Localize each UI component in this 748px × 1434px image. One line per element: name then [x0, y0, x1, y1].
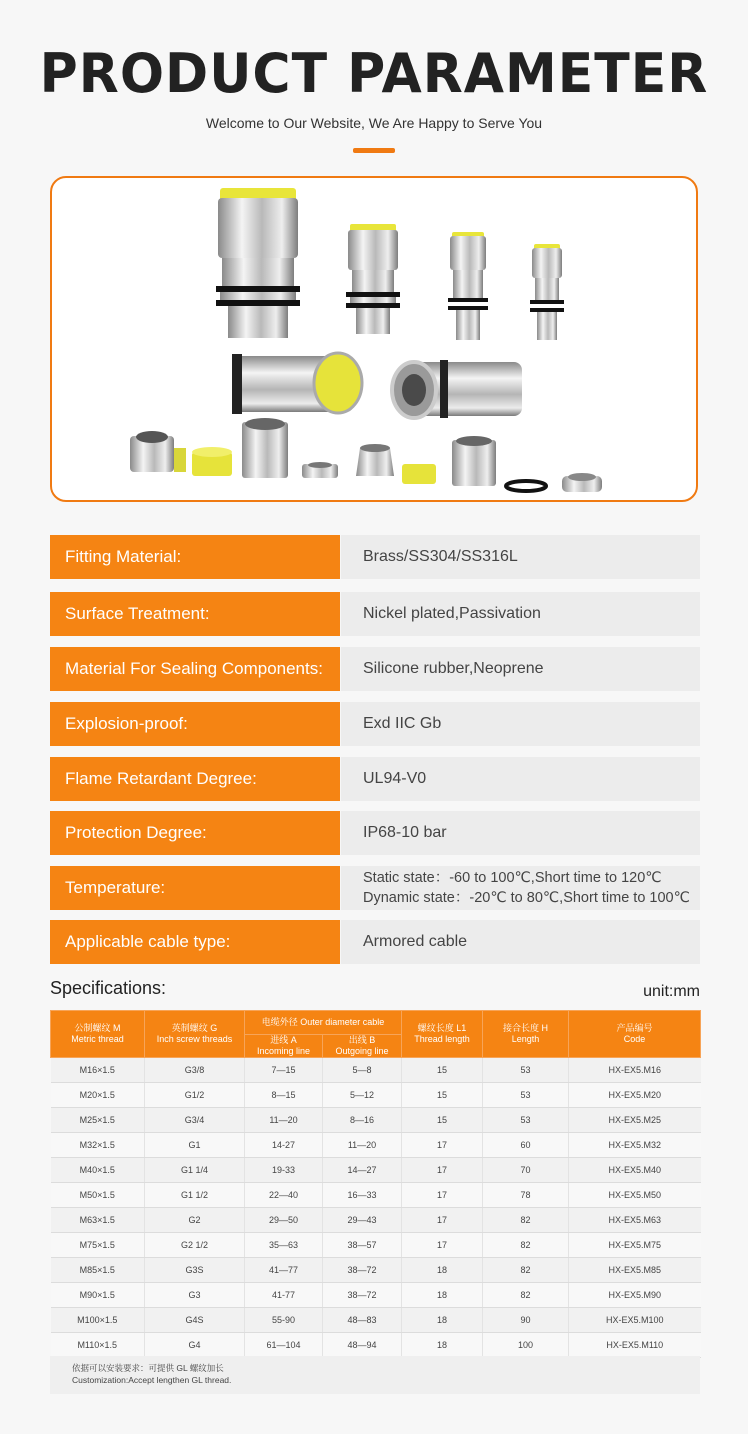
table-cell: 15 [402, 1058, 483, 1083]
table-cell: 29—43 [323, 1208, 402, 1233]
param-row-cable-type [50, 920, 700, 964]
param-row-temperature [50, 866, 700, 910]
table-cell: M16×1.5 [51, 1058, 145, 1083]
specifications-title: Specifications: [50, 978, 167, 998]
table-cell: 15 [402, 1108, 483, 1133]
header-length [483, 1011, 569, 1058]
table-cell: 18 [402, 1283, 483, 1308]
header-inch-cn: 英制螺纹 G [171, 1023, 218, 1033]
header-code-cn: 产品编号 [616, 1023, 653, 1033]
table-cell: G4 [145, 1333, 245, 1358]
header-in-en: Incoming line [256, 1046, 311, 1056]
table-cell: 53 [483, 1108, 569, 1133]
table-cell: 14—27 [323, 1158, 402, 1183]
table-cell: HX-EX5.M63 [569, 1208, 701, 1233]
table-cell: M63×1.5 [51, 1208, 145, 1233]
table-row [51, 1108, 701, 1133]
table-cell: 17 [402, 1233, 483, 1258]
page-title: PRODUCT PARAMETER [39, 42, 709, 106]
param-value-text: Silicone rubber,Neoprene [363, 660, 544, 677]
table-cell: 41—77 [245, 1258, 323, 1283]
table-cell: 17 [402, 1158, 483, 1183]
table-cell: 48—94 [323, 1333, 402, 1358]
param-label: Explosion-proof: [50, 702, 340, 746]
table-cell: 7—15 [245, 1058, 323, 1083]
table-cell: HX-EX5.M75 [569, 1233, 701, 1258]
table-row [51, 1133, 701, 1158]
table-cell: M25×1.5 [51, 1108, 145, 1133]
table-cell: 11—20 [323, 1133, 402, 1158]
table-cell: 18 [402, 1333, 483, 1358]
header-metric-en: Metric thread [71, 1034, 124, 1044]
table-cell: M75×1.5 [51, 1233, 145, 1258]
param-label: Fitting Material: [50, 535, 340, 579]
table-cell: HX-EX5.M20 [569, 1083, 701, 1108]
header-thread-cn: 螺纹长度 L1 [417, 1023, 467, 1033]
title-accent-bar [353, 148, 395, 153]
header-metric-thread [51, 1011, 145, 1058]
header-length-en: Length [511, 1034, 540, 1044]
customization-note [50, 1356, 700, 1394]
table-cell: G1 [145, 1133, 245, 1158]
param-value-text: Armored cable [363, 933, 468, 950]
table-cell: 35—63 [245, 1233, 323, 1258]
param-label: Applicable cable type: [50, 920, 340, 964]
table-cell: 5—8 [323, 1058, 402, 1083]
note-cn: 依据可以安装要求：可提供 GL 螺纹加长 [72, 1363, 224, 1373]
param-value [341, 811, 700, 855]
table-cell: 29—50 [245, 1208, 323, 1233]
table-cell: HX-EX5.M85 [569, 1258, 701, 1283]
header-out-en: Outgoing line [335, 1046, 389, 1056]
table-cell: G3/4 [145, 1108, 245, 1133]
param-row-explosion-proof [50, 702, 700, 746]
specifications-table [50, 1010, 701, 1358]
param-value [341, 592, 700, 636]
table-cell: HX-EX5.M100 [569, 1308, 701, 1333]
table-cell: 38—72 [323, 1283, 402, 1308]
header-length-cn: 接合长度 H [503, 1023, 549, 1033]
unit-label: unit:mm [643, 983, 700, 1000]
table-cell: 18 [402, 1258, 483, 1283]
product-photo [50, 176, 698, 502]
header-inch-en: Inch screw threads [156, 1034, 233, 1044]
table-row [51, 1283, 701, 1308]
table-cell: 17 [402, 1183, 483, 1208]
table-cell: 82 [483, 1208, 569, 1233]
param-value [341, 647, 700, 691]
table-cell: 17 [402, 1208, 483, 1233]
table-row [51, 1058, 701, 1083]
table-cell: 48—83 [323, 1308, 402, 1333]
table-cell: M90×1.5 [51, 1283, 145, 1308]
table-cell: G3 [145, 1283, 245, 1308]
header-thread-en: Thread length [414, 1034, 470, 1044]
table-cell: 16—33 [323, 1183, 402, 1208]
table-cell: HX-EX5.M110 [569, 1333, 701, 1358]
table-row [51, 1208, 701, 1233]
header-outer-diameter: 电缆外径 Outer diameter cable [245, 1011, 402, 1035]
note-en: Customization:Accept lengthen GL thread. [72, 1375, 232, 1385]
param-label: Material For Sealing Components: [50, 647, 340, 691]
table-cell: 82 [483, 1283, 569, 1308]
param-row-protection-degree [50, 811, 700, 855]
table-cell: G1 1/4 [145, 1158, 245, 1183]
table-cell: HX-EX5.M50 [569, 1183, 701, 1208]
param-label: Temperature: [50, 866, 340, 910]
param-value [341, 702, 700, 746]
param-value-text-2: Dynamic state：-20℃ to 80℃,Short time to 100℃ [363, 890, 690, 906]
param-value-text: Brass/SS304/SS316L [363, 548, 518, 565]
table-cell: HX-EX5.M16 [569, 1058, 701, 1083]
table-cell: HX-EX5.M90 [569, 1283, 701, 1308]
table-cell: 53 [483, 1083, 569, 1108]
table-cell: 11—20 [245, 1108, 323, 1133]
header-incoming-line [245, 1035, 323, 1058]
header-inch-thread [145, 1011, 245, 1058]
header-metric-cn: 公制螺纹 M [74, 1023, 121, 1033]
table-cell: 70 [483, 1158, 569, 1183]
table-cell: M32×1.5 [51, 1133, 145, 1158]
table-cell: G2 1/2 [145, 1233, 245, 1258]
page-subtitle: Welcome to Our Website, We Are Happy to Serve You [205, 115, 543, 131]
param-value-text: Exd IIC Gb [363, 715, 442, 732]
table-cell: 15 [402, 1083, 483, 1108]
table-cell: 82 [483, 1258, 569, 1283]
param-label: Surface Treatment: [50, 592, 340, 636]
param-row-sealing-material [50, 647, 700, 691]
param-value [341, 757, 700, 801]
header-code-en: Code [623, 1034, 646, 1044]
table-cell: HX-EX5.M25 [569, 1108, 701, 1133]
header-code [569, 1011, 701, 1058]
table-row [51, 1333, 701, 1358]
table-cell: M110×1.5 [51, 1333, 145, 1358]
param-value [341, 535, 700, 579]
param-label: Protection Degree: [50, 811, 340, 855]
param-value [341, 866, 700, 910]
param-label: Flame Retardant Degree: [50, 757, 340, 801]
table-cell: M100×1.5 [51, 1308, 145, 1333]
table-row [51, 1158, 701, 1183]
table-cell: 18 [402, 1308, 483, 1333]
table-cell: M85×1.5 [51, 1258, 145, 1283]
table-cell: M50×1.5 [51, 1183, 145, 1208]
table-cell: 41-77 [245, 1283, 323, 1308]
cable-gland-product-photo-icon [52, 178, 696, 500]
param-row-fitting-material [50, 535, 700, 579]
param-value-text: Static state：-60 to 100℃,Short time to 120℃ [363, 870, 662, 886]
header-in-cn: 进线 A [270, 1035, 297, 1045]
table-cell: 55-90 [245, 1308, 323, 1333]
table-row [51, 1258, 701, 1283]
table-cell: 19-33 [245, 1158, 323, 1183]
param-row-flame-retardant [50, 757, 700, 801]
table-cell: G3/8 [145, 1058, 245, 1083]
table-cell: G2 [145, 1208, 245, 1233]
table-cell: 17 [402, 1133, 483, 1158]
table-cell: 14-27 [245, 1133, 323, 1158]
table-cell: 82 [483, 1233, 569, 1258]
table-row [51, 1183, 701, 1208]
header-thread-length [402, 1011, 483, 1058]
table-cell: 60 [483, 1133, 569, 1158]
table-cell: G1 1/2 [145, 1183, 245, 1208]
table-row [51, 1083, 701, 1108]
table-cell: 90 [483, 1308, 569, 1333]
param-value [341, 920, 700, 964]
table-cell: HX-EX5.M40 [569, 1158, 701, 1183]
table-cell: HX-EX5.M32 [569, 1133, 701, 1158]
param-value-text: UL94-V0 [363, 770, 427, 787]
table-cell: 38—72 [323, 1258, 402, 1283]
param-row-surface-treatment [50, 592, 700, 636]
table-cell: 100 [483, 1333, 569, 1358]
table-cell: 8—16 [323, 1108, 402, 1133]
table-row [51, 1233, 701, 1258]
table-cell: 8—15 [245, 1083, 323, 1108]
table-cell: G1/2 [145, 1083, 245, 1108]
param-value-text: Nickel plated,Passivation [363, 605, 541, 622]
table-cell: 61—104 [245, 1333, 323, 1358]
header-out-cn: 出线 B [348, 1035, 376, 1045]
table-cell: G3S [145, 1258, 245, 1283]
table-cell: M40×1.5 [51, 1158, 145, 1183]
table-cell: 5—12 [323, 1083, 402, 1108]
table-cell: 78 [483, 1183, 569, 1208]
table-cell: 38—57 [323, 1233, 402, 1258]
table-row [51, 1308, 701, 1333]
table-cell: 53 [483, 1058, 569, 1083]
header-outgoing-line [323, 1035, 402, 1058]
table-cell: 22—40 [245, 1183, 323, 1208]
param-value-text: IP68-10 bar [363, 824, 447, 841]
table-cell: M20×1.5 [51, 1083, 145, 1108]
table-cell: G4S [145, 1308, 245, 1333]
